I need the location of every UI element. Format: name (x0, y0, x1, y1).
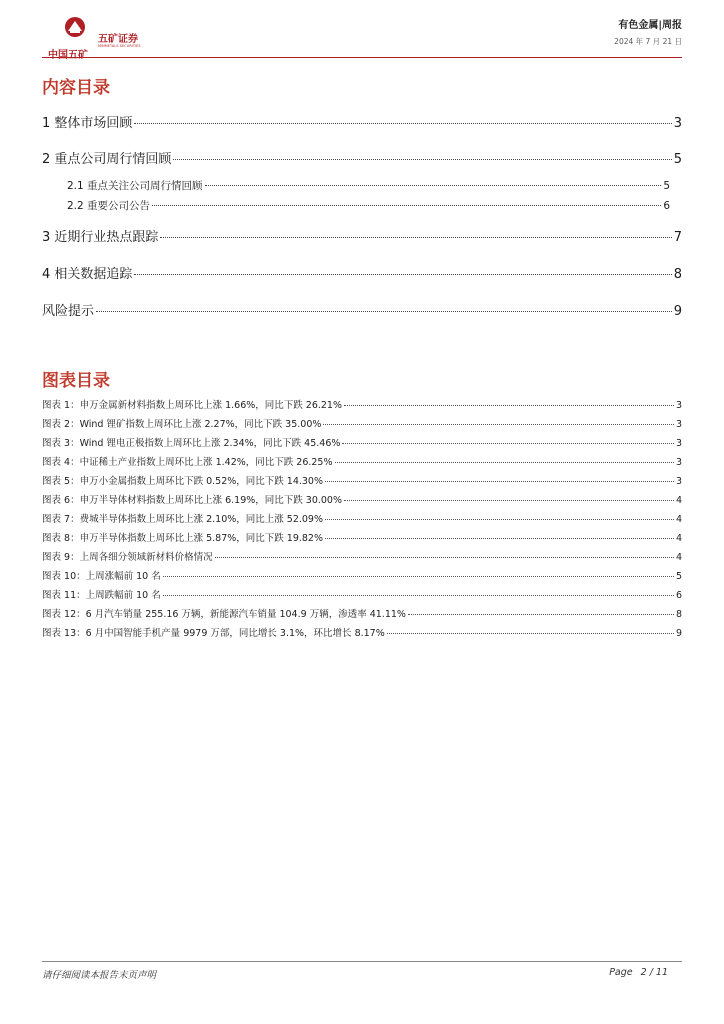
figures-title: 图表目录 (42, 371, 110, 391)
figure-item-page: 5 (675, 571, 682, 582)
toc-leader (152, 205, 661, 206)
figure-item-label: 图表 4：中证稀土产业指数上周环比上涨 1.42%，同比下跌 26.25% (42, 457, 333, 468)
figure-item-page: 4 (675, 514, 682, 525)
toc-leader (160, 237, 671, 238)
toc-item[interactable] (42, 178, 682, 193)
figure-leader (163, 576, 674, 577)
brand-name-en: MINMETALS SECURITIES (98, 44, 141, 48)
figure-item[interactable] (42, 435, 682, 449)
footer-divider (42, 961, 682, 962)
figure-item-label: 图表 11：上周跌幅前 10 名 (42, 590, 161, 601)
figure-leader (342, 443, 674, 444)
figure-item-page: 4 (675, 495, 682, 506)
figure-item-page: 3 (675, 457, 682, 468)
figure-leader (387, 633, 674, 634)
toc-item-page: 5 (663, 180, 670, 192)
figure-item-page: 4 (675, 533, 682, 544)
minmetals-emblem-icon (64, 16, 86, 38)
figure-leader (408, 614, 674, 615)
figure-leader (215, 557, 674, 558)
figure-item[interactable] (42, 606, 682, 620)
toc-item-label: 3 近期行业热点跟踪 (42, 230, 159, 245)
figure-item-page: 3 (675, 476, 682, 487)
figure-item-page: 3 (675, 419, 682, 430)
toc-item-label: 1 整体市场回顾 (42, 116, 133, 131)
figure-leader (344, 500, 674, 501)
toc-item-page: 6 (663, 200, 670, 212)
figure-item-page: 3 (675, 400, 682, 411)
toc-item[interactable] (42, 198, 682, 213)
figure-item-label: 图表 1：申万金属新材料指数上周环比上涨 1.66%，同比下跌 26.21% (42, 400, 343, 411)
figure-item[interactable] (42, 530, 682, 544)
toc-item-label: 2.2 重要公司公告 (67, 200, 151, 212)
report-date: 2024 年 7 月 21 日 (614, 37, 682, 46)
figure-leader (335, 462, 674, 463)
figure-item[interactable] (42, 454, 682, 468)
figure-item-label: 图表 2：Wind 锂矿指数上周环比上涨 2.27%，同比下跌 35.00% (42, 419, 322, 430)
toc-item-label: 2 重点公司周行情回顾 (42, 152, 172, 167)
toc-leader (134, 274, 671, 275)
figure-item-label: 图表 9：上周各细分领域新材料价格情况 (42, 552, 213, 563)
figure-leader (325, 538, 674, 539)
toc-item[interactable] (42, 263, 682, 282)
figure-leader (323, 424, 674, 425)
toc-item-label: 2.1 重点关注公司周行情回顾 (67, 180, 203, 192)
toc-item-page: 8 (673, 267, 682, 282)
header-divider (42, 57, 682, 58)
footer-page-indicator (601, 967, 668, 978)
figure-leader (163, 595, 674, 596)
figure-item-page: 6 (675, 590, 682, 601)
toc-item-page: 3 (673, 116, 682, 131)
brand-name: 五矿证券 (98, 34, 138, 45)
logo-text-cn: 中国五矿 (48, 50, 88, 61)
toc-item-label: 风险提示 (42, 304, 95, 319)
figure-item-page: 8 (675, 609, 682, 620)
footer-page-number: 2 / 11 (640, 967, 668, 978)
toc-item[interactable] (42, 112, 682, 131)
toc-item-page: 5 (673, 152, 682, 167)
footer-disclaimer: 请仔细阅读本报告末页声明 (42, 970, 157, 981)
figure-item[interactable] (42, 397, 682, 411)
figure-item-label: 图表 10：上周涨幅前 10 名 (42, 571, 161, 582)
report-title: 有色金属|周报 (618, 20, 682, 31)
figure-item-label: 图表 5：申万小金属指数上周环比下跌 0.52%，同比下跌 14.30% (42, 476, 324, 487)
toc-item-page: 7 (673, 230, 682, 245)
figure-item-label: 图表 3：Wind 锂电正极指数上周环比上涨 2.34%，同比下跌 45.46% (42, 438, 341, 449)
figure-item-label: 图表 13：6 月中国智能手机产量 9979 万部，同比增长 3.1%，环比增长 8.17% (42, 628, 385, 639)
figure-leader (325, 519, 674, 520)
figure-item-label: 图表 8：申万半导体指数上周环比上涨 5.87%，同比下跌 19.82% (42, 533, 324, 544)
figure-item[interactable] (42, 549, 682, 563)
toc-leader (173, 159, 671, 160)
figure-item[interactable] (42, 625, 682, 639)
toc-item-page: 9 (673, 304, 682, 319)
figure-item-page: 9 (675, 628, 682, 639)
figure-item[interactable] (42, 587, 682, 601)
figure-item[interactable] (42, 511, 682, 525)
toc-item[interactable] (42, 226, 682, 245)
toc-leader (205, 185, 662, 186)
figure-item[interactable] (42, 568, 682, 582)
toc-item[interactable] (42, 300, 682, 319)
toc-item[interactable] (42, 148, 682, 167)
toc-item-label: 4 相关数据追踪 (42, 267, 133, 282)
figure-leader (344, 405, 674, 406)
figure-item[interactable] (42, 492, 682, 506)
figure-leader (325, 481, 674, 482)
figure-item-page: 4 (675, 552, 682, 563)
toc-title: 内容目录 (42, 78, 110, 98)
figure-item[interactable] (42, 416, 682, 430)
footer-page-label: Page (609, 967, 633, 978)
figure-item-page: 3 (675, 438, 682, 449)
toc-leader (96, 311, 672, 312)
figure-item-label: 图表 7：费城半导体指数上周环比上涨 2.10%，同比上涨 52.09% (42, 514, 324, 525)
figure-item-label: 图表 12：6 月汽车销量 255.16 万辆，新能源汽车销量 104.9 万辆，渗透率 41.11% (42, 609, 406, 620)
toc-leader (134, 123, 671, 124)
figure-item-label: 图表 6：申万半导体材料指数上周环比上涨 6.19%，同比下跌 30.00% (42, 495, 343, 506)
figure-item[interactable] (42, 473, 682, 487)
